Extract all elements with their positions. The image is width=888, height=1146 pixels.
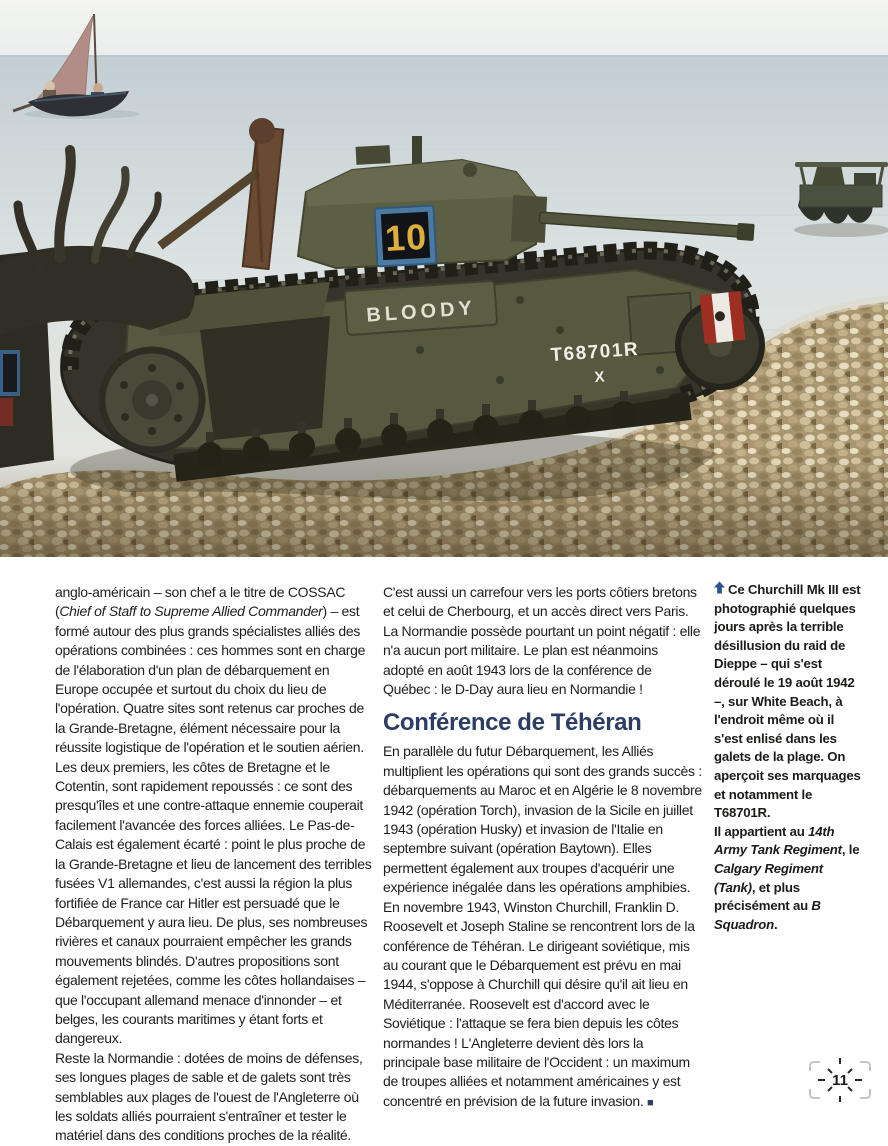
hull-shadow-panel — [200, 316, 330, 440]
hull-name-text: BLOODY — [365, 297, 477, 327]
stowage-bin — [345, 281, 498, 335]
page-number: 11 — [832, 1072, 848, 1089]
serial-mark-text: X — [593, 368, 606, 387]
up-arrow-icon — [714, 581, 725, 594]
column-middle — [383, 583, 702, 1113]
paragraph — [55, 583, 372, 1049]
caption-text: Ce Churchill Mk III est photographié quelques jours après la terrible désillusion du raid de Dieppe – qui s'est déroulé le 19 août 1942 –, sur White Beach, à l'endroit même où il s'est enlisé dans les galets de la plage. On aperçoit ses marquages et notamment le T68701R. — [714, 582, 861, 821]
body-text-italic: Chief of Staff to Supreme Allied Commander — [59, 603, 323, 620]
page-number-reticle — [796, 1052, 884, 1108]
section-heading: Conférence de Téhéran — [383, 709, 642, 737]
caption-text-italic: Calgary Regiment (Tank) — [714, 860, 823, 895]
front-idler-wheel — [102, 350, 202, 450]
turret-number-plate — [375, 205, 437, 266]
caption-text-italic: 14th Army Tank Regiment — [714, 823, 842, 858]
caption-text: . — [773, 916, 778, 932]
paragraph — [383, 742, 702, 1113]
body-text: En parallèle du futur Débarquement, les Alliés multiplient les opérations qui sont des grands succès : débarquements au Maroc et en Algérie le 8 novembre 1942 (opération Torch), invasion de la Sicile en juillet 1943 (opération Husky) et invasion de l'Italie en septembre suivant (opération Baytown). Elles permettent également aux troupes d'acquérir une expérience inégalée dans les opérations amphibies. En novembre 1943, Winston Churchill, Franklin D. Roosevelt et Joseph Staline se rencontrent lors de la conférence de Téhéran. Le dirigeant soviétique, mis au courant que le Débarquement est prévu en mai 1944, s'oppose à Churchill qui désire qu'il ait lieu en Méditerranée. Roosevelt est d'accord avec le Soviétique : l'attaque se fera bien depuis les côtes normandes ! L'Angleterre devient dès lors la principale base militaire de l'Occident : un maximum de troupes alliées et notamment américaines y est concentré en prévision de la future invasion. — [383, 743, 702, 1109]
photo-caption — [714, 581, 861, 934]
turret-number: 10 — [384, 215, 429, 260]
caption-text: Il appartient au — [714, 823, 809, 839]
caption-text: , le — [841, 842, 860, 858]
caption-paragraph — [714, 581, 861, 823]
serial-text: T68701R — [549, 338, 640, 367]
unit-flash — [700, 291, 746, 344]
paragraph: C'est aussi un carrefour vers les ports côtiers bretons et celui de Cherbourg, et un accès direct vers Paris. La Normandie possède pourtant un point négatif : elle n'a aucun port militaire. Le plan est néanmoins adopté en août 1943 lors de la conférence de Québec : le D-Day aura lieu en Normandie ! — [383, 584, 701, 698]
column-left — [55, 583, 372, 1146]
beach-photo — [0, 0, 888, 557]
body-text: anglo-américain – son chef a le titre de COSSAC ( — [55, 584, 346, 620]
beach-photo-svg — [0, 0, 888, 557]
paragraph: Reste la Normandie : dotées de moins de défenses, ses longues plages de sable et de galets sont très semblables aux plages de l'ouest de l'Angleterre où les soldats alliés pourraient s'entraîner et tester le matériel dans des conditions proches de la réalité. — [55, 1049, 363, 1144]
end-of-article-mark: ■ — [647, 1096, 654, 1109]
body-text: ) – est formé autour des plus grands spécialistes alliés des opérations combinées : ces hommes sont en charge de l'élaboration d'un plan de débarquement en Europe occupée et surtout du choix du lieu de l'opération. Quatre sites sont retenus car proches de la Grande-Bretagne, élément nécessaire pour la réussite logistique de l'opération et le soutien aérien. Les deux premiers, les côtes de Bretagne et le Cotentin, sont rapidement repoussés : ce sont des presqu'îles et une contre-attaque ennemie couperait facilement l'avancée des forces alliées. Le Pas-de-Calais est également écarté : point le plus proche de la Grande-Bretagne et lieu de lancement des terribles fusées V1 allemandes, c'est aussi la région la plus fortifiée de France car Hitler est persuadé que le Débarquement y aura lieu. De plus, ses nombreuses rivières et canaux pourraient empêcher les grands mouvements blindés. D'autres propositions sont également rejetées, comme les côtes hollandaises – que l'occupant allemand menace d'innonder – et belges, les courants maritimes y étant forts et dangereux. — [55, 603, 372, 1047]
caption-text: , et plus précisément au — [714, 879, 812, 914]
caption-text-italic: B Squadron — [714, 898, 821, 932]
caption-paragraph — [714, 823, 861, 935]
